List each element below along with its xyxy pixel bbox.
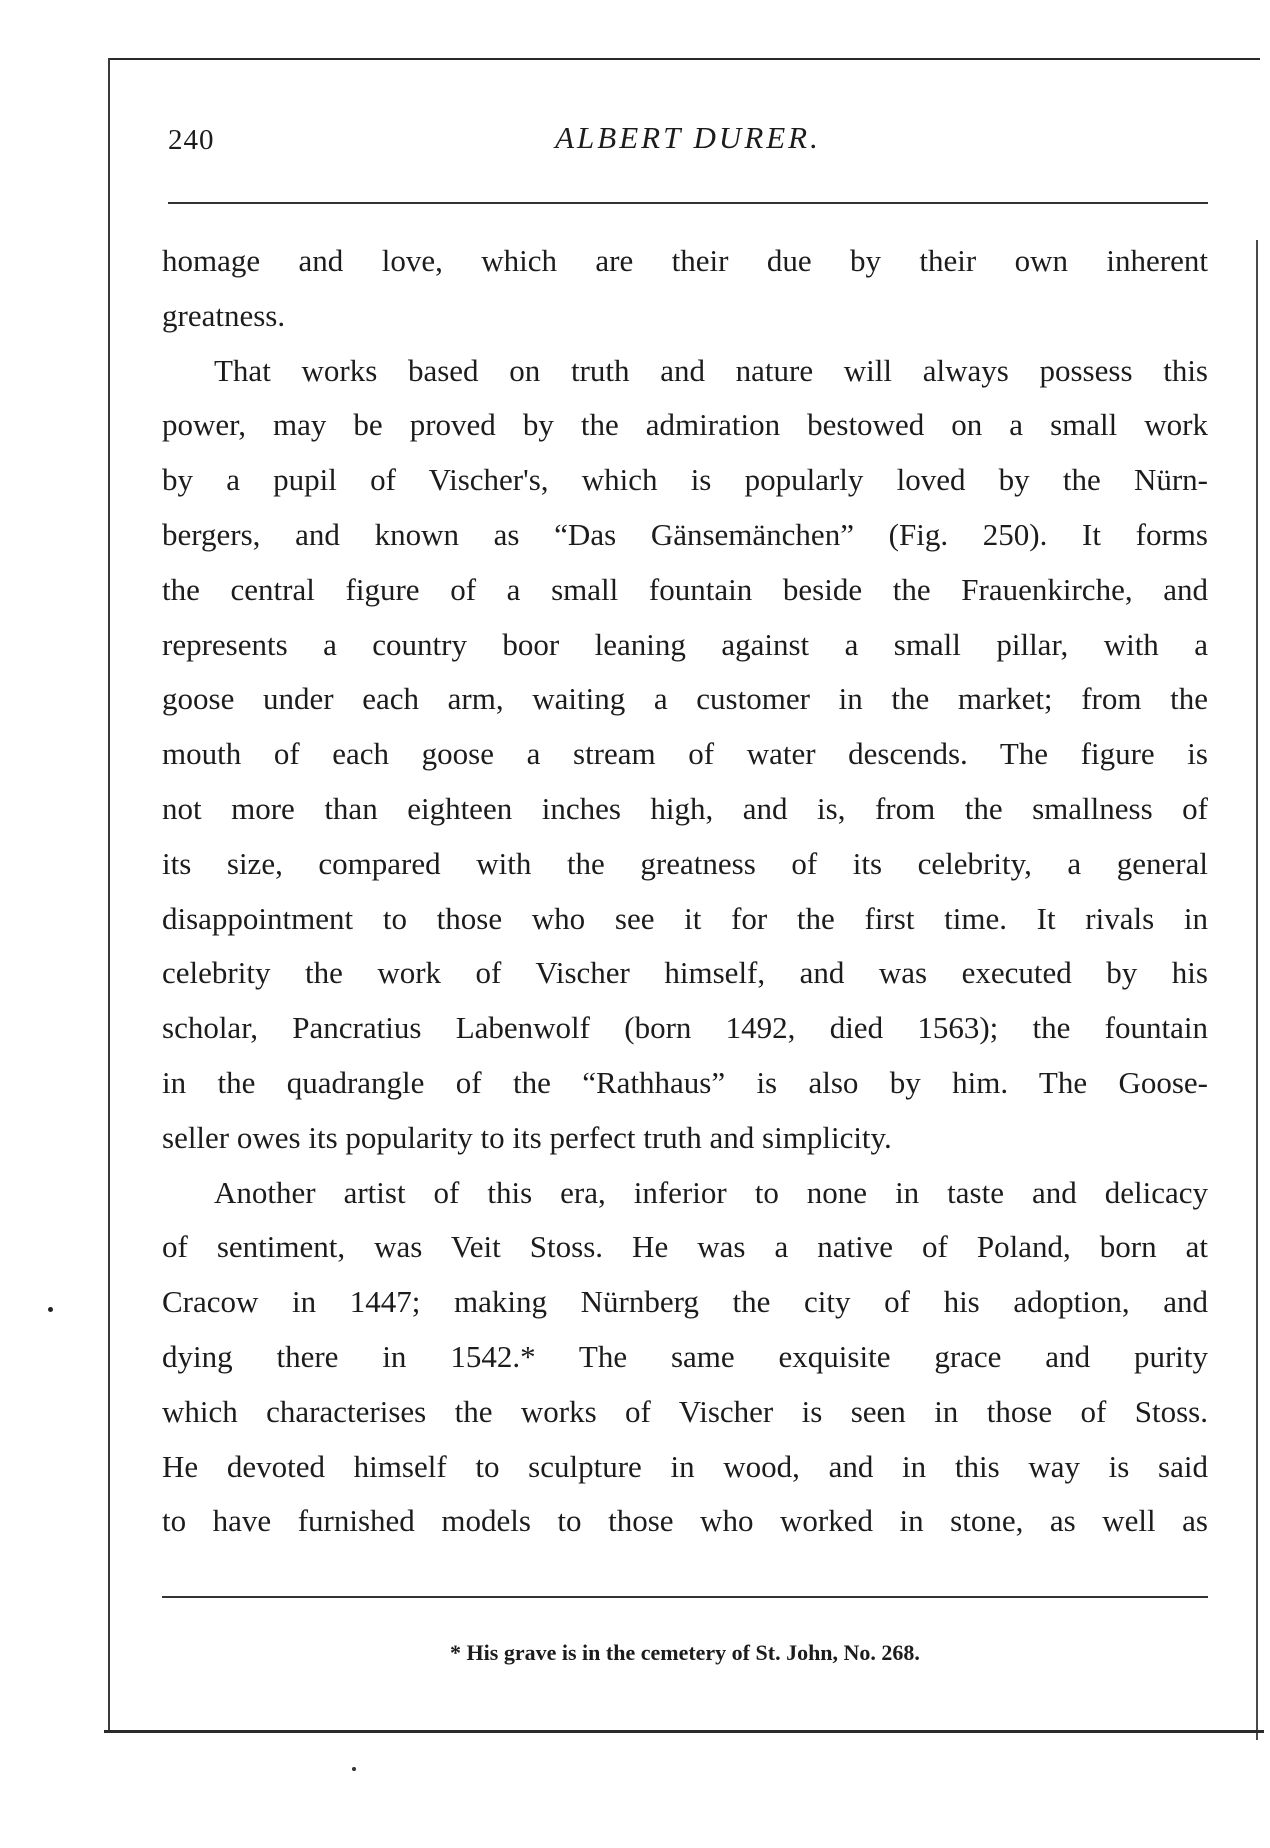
header-rule xyxy=(168,202,1208,204)
text-line: seller owes its popularity to its perfect truth and simplicity. xyxy=(162,1119,892,1155)
text-line: to have furnished models to those who worked in stone, as well as xyxy=(162,1503,1208,1539)
page-number: 240 xyxy=(168,124,215,156)
text-line: not more than eighteen inches high, and is, from the smallness of xyxy=(162,790,1208,826)
running-head xyxy=(168,120,1208,160)
text-line: of sentiment, was Veit Stoss. He was a native of Poland, born at xyxy=(162,1229,1208,1265)
scan-frame-right xyxy=(1256,240,1258,1740)
text-line: which characterises the works of Vischer is seen in those of Stoss. xyxy=(162,1393,1208,1429)
scan-frame-left xyxy=(108,58,110,1733)
text-line: dying there in 1542.* The same exquisite grace and purity xyxy=(162,1338,1208,1374)
text-line: That works based on truth and nature will always possess this xyxy=(214,352,1208,388)
text-line: homage and love, which are their due by their own inherent xyxy=(162,243,1208,278)
scan-speck xyxy=(352,1767,356,1771)
running-title: ALBERT DURER. xyxy=(555,120,821,155)
text-line: represents a country boor leaning against a small pillar, with a xyxy=(162,626,1208,662)
text-line: the central figure of a small fountain beside the Frauenkirche, and xyxy=(162,571,1208,607)
text-line: power, may be proved by the admiration bestowed on a small work xyxy=(162,407,1208,443)
text-line: celebrity the work of Vischer himself, and was executed by his xyxy=(162,955,1208,991)
footnote-rule xyxy=(162,1596,1208,1598)
text-line: mouth of each goose a stream of water descends. The figure is xyxy=(162,736,1208,772)
body-text xyxy=(162,234,1208,1549)
footnote: * His grave is in the cemetery of St. John, No. 268. xyxy=(450,1640,920,1665)
text-line: greatness. xyxy=(162,297,286,333)
text-line: He devoted himself to sculpture in wood, and in this way is said xyxy=(162,1448,1208,1484)
text-line: Cracow in 1447; making Nürnberg the city of his adoption, and xyxy=(162,1284,1208,1320)
text-line: disappointment to those who see it for the first time. It rivals in xyxy=(162,900,1208,936)
text-line: bergers, and known as “Das Gänsemänchen” (Fig. 250). It forms xyxy=(162,516,1208,552)
scan-frame-top xyxy=(110,58,1260,60)
text-line: its size, compared with the greatness of its celebrity, a general xyxy=(162,845,1208,881)
text-line: scholar, Pancratius Labenwolf (born 1492, died 1563); the fountain xyxy=(162,1010,1208,1046)
scan-speck xyxy=(48,1307,53,1312)
scan-frame-bottom xyxy=(104,1730,1264,1733)
text-line: Another artist of this era, inferior to none in taste and delicacy xyxy=(214,1174,1208,1210)
text-line: by a pupil of Vischer's, which is popularly loved by the Nürn- xyxy=(162,462,1208,498)
text-line: in the quadrangle of the “Rathhaus” is also by him. The Goose- xyxy=(162,1064,1208,1100)
text-line: goose under each arm, waiting a customer in the market; from the xyxy=(162,681,1208,717)
